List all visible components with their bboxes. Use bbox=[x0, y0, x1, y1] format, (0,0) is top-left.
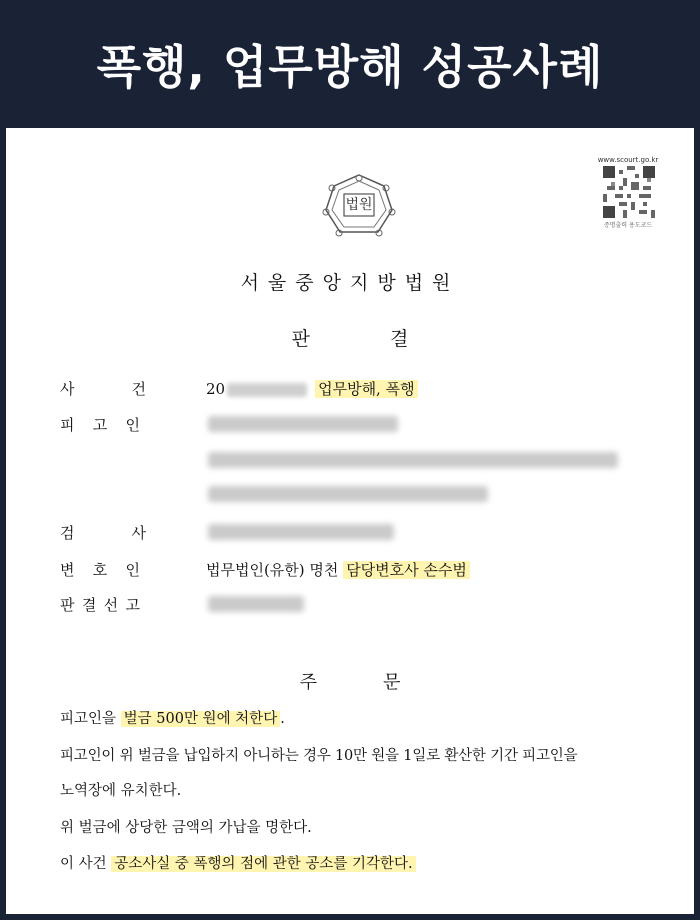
redacted-defendant-name bbox=[208, 416, 398, 432]
fine-highlight: 벌금 500만 원에 처한다 bbox=[121, 711, 281, 727]
judgment-document bbox=[6, 128, 694, 914]
court-emblem-icon bbox=[322, 172, 396, 240]
redacted-ruling-date bbox=[208, 596, 304, 612]
document-type-char-1: 판 bbox=[291, 328, 310, 350]
order-title: 주 문 bbox=[299, 672, 401, 693]
prosecutor-label: 검 사 bbox=[60, 524, 146, 542]
emblem-text: 법원 bbox=[345, 197, 373, 213]
banner-title: 폭행, 업무방해 성공사례 bbox=[96, 40, 604, 94]
defendant-label: 피 고 인 bbox=[60, 416, 140, 434]
document-type-char-2: 결 bbox=[390, 328, 409, 350]
case-charges: 업무방해, 폭행 bbox=[315, 380, 417, 398]
attorney-label: 변 호 인 bbox=[60, 561, 140, 579]
qr-caption: 증명출력 용도코드 bbox=[603, 222, 653, 229]
redacted-prosecutor bbox=[208, 524, 394, 540]
order-paragraph-2: 피고인이 위 벌금을 납입하지 아니하는 경우 10만 원을 1일로 환산한 기간 피고인을 bbox=[60, 748, 578, 764]
title-banner bbox=[0, 0, 700, 128]
ruling-date-label: 판 결 선 고 bbox=[60, 596, 140, 614]
order-paragraph-5: 이 사건 공소사실 중 폭행의 점에 관한 공소를 기각한다. bbox=[60, 852, 416, 873]
order-paragraph-1: 피고인을 벌금 500만 원에 처한다 . bbox=[60, 711, 285, 727]
qr-code-icon bbox=[603, 166, 655, 218]
law-firm: 법무법인(유한) 명천 bbox=[206, 561, 339, 579]
redacted-defendant-address bbox=[208, 452, 618, 468]
order-paragraph-4: 위 벌금에 상당한 금액의 가납을 명한다. bbox=[60, 820, 312, 836]
case-number-prefix: 20 bbox=[206, 380, 226, 398]
case-label: 사 건 bbox=[60, 380, 146, 398]
qr-url: www.scourt.go.kr bbox=[597, 156, 659, 164]
attorney-in-charge: 담당변호사 손수범 bbox=[343, 561, 470, 579]
document-type bbox=[6, 324, 694, 351]
case-value bbox=[206, 378, 418, 399]
attorney-value bbox=[206, 559, 470, 580]
redacted-defendant-registration bbox=[208, 486, 488, 502]
order-paragraph-3: 노역장에 유치한다. bbox=[60, 783, 182, 799]
court-name: 서울중앙지방법원 bbox=[240, 272, 460, 294]
redacted-case-number bbox=[227, 383, 307, 397]
dismissal-highlight: 공소사실 중 폭행의 점에 관한 공소를 기각한다. bbox=[111, 856, 415, 872]
